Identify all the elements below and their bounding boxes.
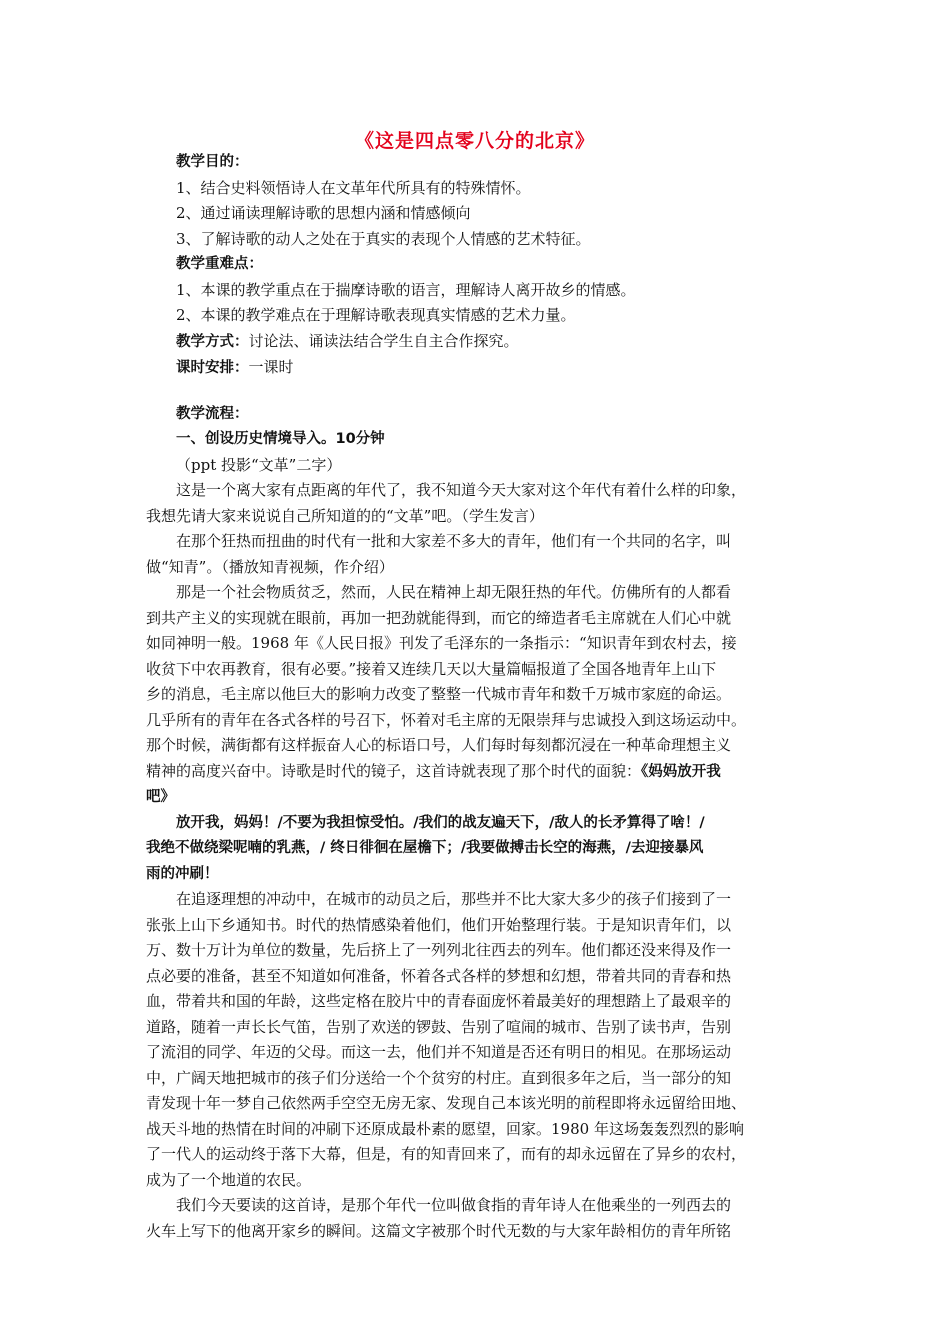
difficulty-item: 2、本课的教学难点在于理解诗歌表现真实情感的艺术力量。 — [176, 306, 576, 324]
poem-title-end: 吧》 — [146, 789, 175, 805]
poem-line: 雨的冲刷！ — [146, 865, 219, 882]
paragraph-line: 如同神明一般。1968 年《人民日报》刊发了毛泽东的一条指示：“知识青年到农村去，接 — [146, 634, 737, 652]
section-heading: 一、创设历史情境导入。10分钟 — [176, 431, 385, 447]
difficulty-item: 1、本课的教学重点在于揣摩诗歌的语言，理解诗人离开故乡的情感。 — [176, 280, 636, 299]
objective-item: 3、了解诗歌的动人之处在于真实的表现个人情感的艺术特征。 — [176, 229, 591, 248]
paragraph-line: 到共产主义的实现就在眼前，再加一把劲就能得到，而它的缔造者毛主席就在人们心中就 — [146, 608, 732, 627]
paragraph-line: 青发现十年一梦自己依然两手空空无房无家、发现自己本该光明的前程即将永远留给田地、 — [146, 1094, 747, 1112]
paragraph-line: 火车上写下的他离开家乡的瞬间。这篇文字被那个时代无数的与大家年龄相仿的青年所铭 — [146, 1221, 732, 1240]
paragraph-line: 乡的消息，毛主席以他巨大的影响力改变了整整一代城市青年和数千万城市家庭的命运。 — [146, 685, 732, 703]
paragraph-line: 中，广阔天地把城市的孩子们分送给一个个贫穷的村庄。直到很多年之后，当一部分的知 — [146, 1068, 732, 1087]
paragraph-line: 这是一个离大家有点距离的年代了，我不知道今天大家对这个年代有着什么样的印象， — [176, 481, 747, 499]
paragraph-poem-intro — [146, 1193, 806, 1244]
paragraph-line: 成为了一个地道的农民。 — [146, 1170, 312, 1189]
paragraph-line: 收贫下中农再教育，很有必要。”接着又连续几天以大量篇幅报道了全国各地青年上山下 — [146, 659, 717, 678]
objective-item: 2、通过诵读理解诗歌的思想内涵和情感倾向 — [176, 204, 471, 222]
difficulties-heading: 教学重难点： — [176, 256, 263, 272]
paragraph-line: 我想先请大家来说说自己所知道的的“文革”吧。（学生发言） — [146, 506, 544, 525]
paragraph-line: 战天斗地的热情在时间的冲刷下还原成最朴素的愿望，回家。1980 年这场轰轰烈烈的影响 — [146, 1119, 744, 1138]
class-schedule-label: 课时安排： — [176, 360, 249, 376]
paragraph-zhiqing — [146, 529, 806, 580]
process-heading: 教学流程： — [176, 405, 249, 422]
teaching-method — [146, 329, 806, 356]
poem-line: 放开我，妈妈！/不要为我担惊受怕。/我们的战友遍天下，/敌人的长矛算得了啥！/ — [176, 814, 705, 831]
paragraph-line: 在追逐理想的冲动中，在城市的动员之后，那些并不比大家大多少的孩子们接到了一 — [176, 890, 732, 908]
paragraph-line: 在那个狂热而扭曲的时代有一批和大家差不多大的青年，他们有一个共同的名字，叫 — [176, 532, 732, 550]
paragraph-departure — [146, 887, 806, 1193]
poem-line: 我绝不做绕梁呢喃的乳燕，/ 终日徘徊在屋檐下；/我要做搏击长空的海燕，/去迎接暴风 — [146, 840, 704, 856]
teaching-method-label: 教学方式： — [176, 333, 249, 350]
paragraph-text: 精神的高度兴奋中。诗歌是时代的镜子，这首诗就表现了那个时代的面貌： — [146, 761, 642, 780]
paragraph-line — [146, 759, 806, 786]
paragraph-line: 点必要的准备，甚至不知道如何准备，怀着各式各样的梦想和幻想，带着共同的青春和热 — [146, 966, 732, 985]
ppt-note: （ppt 投影“文革”二字） — [176, 455, 342, 474]
paragraph-intro — [146, 478, 806, 529]
paragraph-line: 了流泪的同学、年迈的父母。而这一去，他们并不知道是否还有明日的相见。在那场运动 — [146, 1043, 732, 1061]
paragraph-line: 血，带着共和国的年龄，这些定格在胶片中的青春面庞怀着最美好的理想踏上了最艰辛的 — [146, 992, 732, 1010]
paragraph-line: 道路，随着一声长长气笛，告别了欢送的锣鼓、告别了喧闹的城市、告别了读书声，告别 — [146, 1017, 732, 1036]
paragraph-line: 几乎所有的青年在各式各样的号召下，怀着对毛主席的无限崇拜与忠诚投入到这场运动中。 — [146, 710, 747, 729]
paragraph-line: 了一代人的运动终于落下大幕，但是，有的知青回来了，而有的却永远留在了异乡的农村， — [146, 1145, 747, 1163]
objectives-heading: 教学目的： — [176, 154, 249, 170]
poem-title: 《妈妈放开我 — [641, 763, 721, 780]
paragraph-line: 做“知青”。（播放知青视频，作介绍） — [146, 557, 394, 576]
paragraph-line: 我们今天要读的这首诗，是那个年代一位叫做食指的青年诗人在他乘坐的一列西去的 — [176, 1196, 732, 1214]
document-title: 《这是四点零八分的北京》 — [354, 130, 595, 152]
paragraph-line: 万、数十万计为单位的数量，先后挤上了一列列北往西去的列车。他们都还没来得及作一 — [146, 941, 732, 959]
paragraph-line: 那是一个社会物质贫乏，然而，人民在精神上却无限狂热的年代。仿佛所有的人都看 — [176, 583, 732, 601]
objective-item: 1、结合史料领悟诗人在文革年代所具有的特殊情怀。 — [176, 178, 531, 197]
document-body — [146, 150, 806, 1244]
poem-quote — [146, 811, 806, 888]
teaching-method-value: 讨论法、诵读法结合学生自主合作探究。 — [248, 331, 519, 350]
spacer — [146, 382, 806, 402]
paragraph-era — [146, 580, 806, 811]
paragraph-line: 张张上山下乡通知书。时代的热情感染着他们，他们开始整理行装。于是知识青年们，以 — [146, 915, 732, 934]
paragraph-line: 那个时候，满街都有这样振奋人心的标语口号，人们每时每刻都沉浸在一种革命理想主义 — [146, 736, 732, 754]
class-schedule-value: 一课时 — [248, 358, 294, 376]
class-schedule — [146, 355, 806, 382]
